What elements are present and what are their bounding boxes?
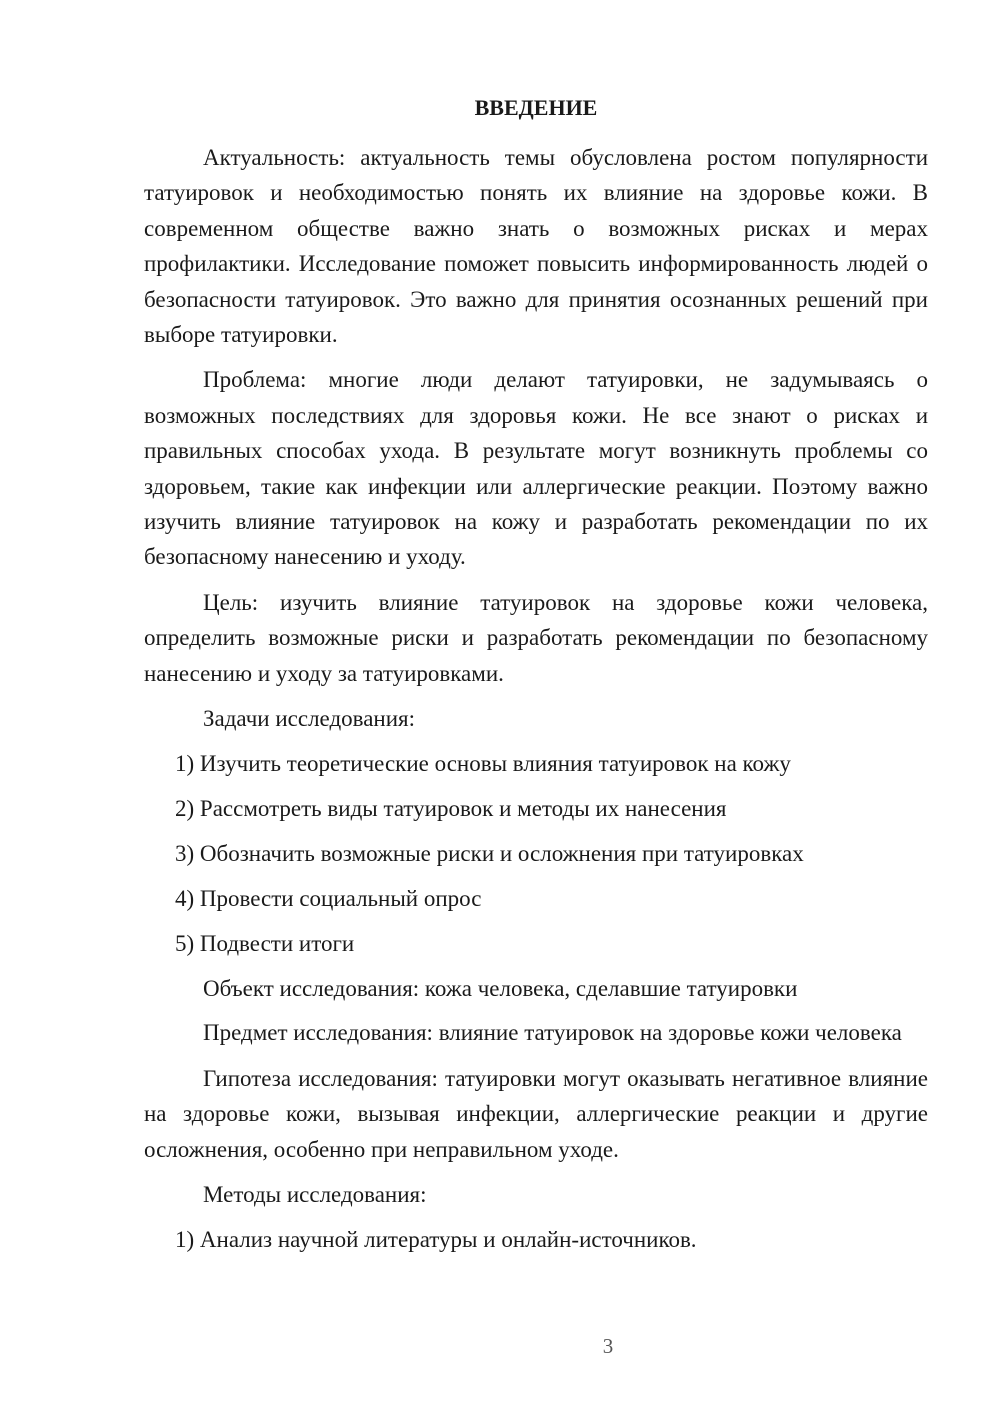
task-item: 1) Изучить теоретические основы влияния татуировок на кожу xyxy=(175,751,791,776)
tasks-heading: Задачи исследования: xyxy=(203,706,416,732)
problem-paragraph: Проблема: многие люди делают татуировки, не задумываясь о возможных последствиях для здоровья кожи. Не все знают о рисках и правильных способах ухода. В результате могут возникнуть проблемы со здоровьем, такие как инфекции или аллергические реакции. Поэтому важно изучить влияние татуировок на кожу и разработать рекомендации по их безопасному нанесению и уходу. xyxy=(144,367,928,570)
task-item: 5) Подвести итоги xyxy=(175,930,355,956)
task-item: 3) Обозначить возможные риски и осложнения при татуировках xyxy=(175,840,804,866)
document-page xyxy=(144,88,928,1267)
methods-heading: Методы исследования: xyxy=(203,1182,427,1208)
relevance-paragraph: Актуальность: актуальность темы обусловлена ростом популярности татуировок и необходимостью понять их влияние на здоровье кожи. В современном обществе важно знать о возможных рисках и мерах профилактики. Исследование поможет повысить информированность людей о безопасности татуировок. Это важно для принятия осознанных решений при выборе татуировки. xyxy=(144,145,928,348)
task-item: 4) Провести социальный опрос xyxy=(175,885,482,911)
object-line: Объект исследования: кожа человека, сделавшие татуировки xyxy=(203,975,798,1001)
hypothesis-paragraph: Гипотеза исследования: татуировки могут оказывать негативное влияние на здоровье кожи, вызывая инфекции, аллергические реакции и другие осложнения, особенно при неправильном уходе. xyxy=(144,1065,928,1162)
section-title: ВВЕДЕНИЕ xyxy=(474,95,598,120)
goal-paragraph: Цель: изучить влияние татуировок на здоровье кожи человека, определить возможные риски и разработать рекомендации по безопасному нанесению и уходу за татуировками. xyxy=(144,589,928,686)
task-item: 2) Рассмотреть виды татуировок и методы их нанесения xyxy=(175,795,727,821)
subject-paragraph: Предмет исследования: влияние татуировок на здоровье кожи человека xyxy=(203,1020,902,1046)
method-item: 1) Анализ научной литературы и онлайн-источников. xyxy=(175,1226,697,1252)
page-number: 3 xyxy=(602,1334,614,1358)
